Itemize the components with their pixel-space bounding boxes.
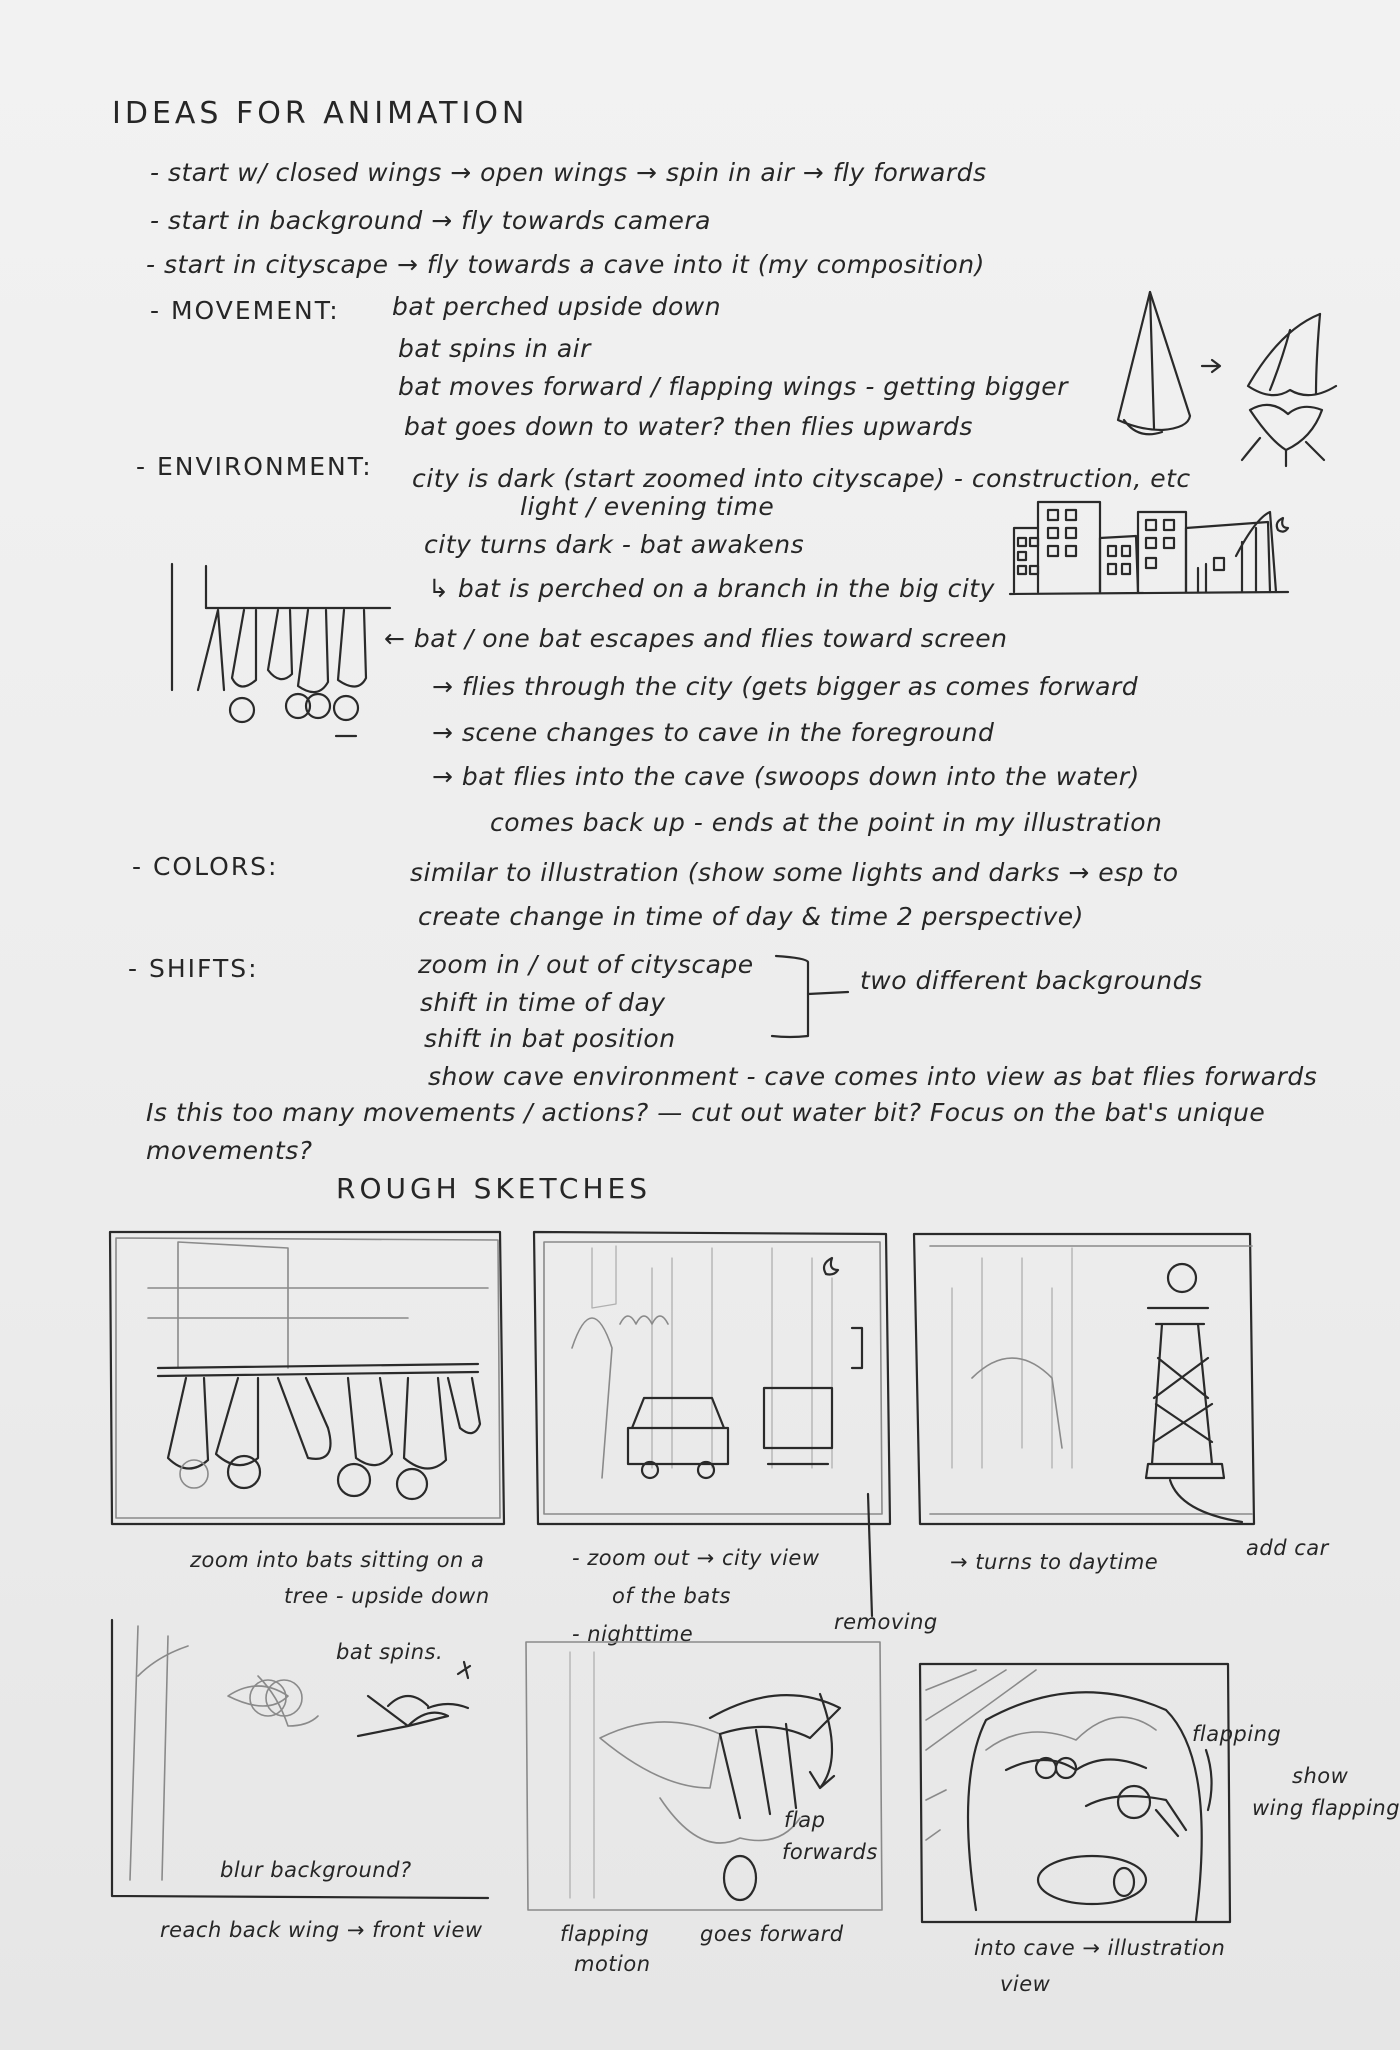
storyboard-panel-1 <box>108 1228 508 1528</box>
panel-2-note-pointer <box>862 1490 882 1620</box>
question-line-2: movements? <box>146 1136 313 1165</box>
panel-5-caption-3: goes forward <box>700 1922 844 1946</box>
environment-line-6: → flies through the city (gets bigger as comes forward <box>432 672 1139 701</box>
page-title: IDEAS FOR ANIMATION <box>112 96 529 131</box>
movement-label: - MOVEMENT: <box>150 296 340 325</box>
colors-label: - COLORS: <box>132 852 279 881</box>
panel-4-inner-note: blur background? <box>220 1858 412 1882</box>
panel-6-inner-note: flapping <box>1192 1722 1282 1746</box>
panel-2-caption-2: of the bats <box>612 1584 731 1608</box>
storyboard-panel-3 <box>912 1228 1262 1528</box>
storyboard-panel-6 <box>916 1660 1236 1930</box>
colors-line-1: similar to illustration (show some lights and darks → esp to <box>410 858 1179 887</box>
idea-line-2: - start in background → fly towards camera <box>150 206 712 235</box>
panel-5-inner-note-2: forwards <box>782 1840 878 1864</box>
shifts-line-4: show cave environment - cave comes into view as bat flies forwards <box>428 1062 1318 1091</box>
panel-6-side-note-1: show <box>1292 1764 1349 1788</box>
panel-5-caption-2: motion <box>574 1952 651 1976</box>
panel-2-side-note: removing <box>834 1610 938 1634</box>
panel-6-caption-2: view <box>1000 1972 1051 1996</box>
city-skyline-sketch <box>1008 498 1298 598</box>
panel-3-caption-1: → turns to daytime <box>950 1550 1159 1574</box>
shifts-line-1: zoom in / out of cityscape <box>418 950 754 979</box>
movement-line-2: bat spins in air <box>398 334 591 363</box>
movement-line-4: bat goes down to water? then flies upwards <box>404 412 973 441</box>
panel-4-top-note: bat spins. <box>336 1640 444 1664</box>
panel-1-caption-2: tree - upside down <box>284 1584 490 1608</box>
environment-line-5: ← bat / one bat escapes and flies toward screen <box>384 624 1008 653</box>
storyboard-panel-2 <box>532 1228 894 1528</box>
shifts-bracket <box>770 952 850 1042</box>
storyboard-panel-5 <box>520 1638 900 1918</box>
rough-sketches-heading: ROUGH SKETCHES <box>336 1172 651 1205</box>
idea-line-1: - start w/ closed wings → open wings → spin in air → fly forwards <box>150 158 987 187</box>
environment-label: - ENVIRONMENT: <box>136 452 373 481</box>
panel-1-caption-1: zoom into bats sitting on a <box>190 1548 485 1572</box>
environment-line-1: city is dark (start zoomed into cityscape) - construction, etc <box>412 464 1191 493</box>
environment-line-4: ↳ bat is perched on a branch in the big city <box>428 574 995 603</box>
environment-line-3: city turns dark - bat awakens <box>424 530 805 559</box>
panel-5-inner-note-1: flap <box>784 1808 826 1832</box>
panel-2-caption-1: - zoom out → city view <box>572 1546 820 1570</box>
shifts-line-3: shift in bat position <box>424 1024 676 1053</box>
panel-6-caption-1: into cave → illustration <box>974 1936 1226 1960</box>
environment-line-9: comes back up - ends at the point in my illustration <box>490 808 1163 837</box>
panel-3-side-note: add car <box>1246 1536 1329 1560</box>
panel-6-side-note-2: wing flapping <box>1252 1796 1400 1820</box>
shifts-line-2: shift in time of day <box>420 988 666 1017</box>
shifts-label: - SHIFTS: <box>128 954 259 983</box>
bat-closed-wings-sketch <box>1110 290 1350 470</box>
movement-line-3: bat moves forward / flapping wings - getting bigger <box>398 372 1068 401</box>
shifts-bracket-note: two different backgrounds <box>860 966 1203 995</box>
environment-line-7: → scene changes to cave in the foreground <box>432 718 995 747</box>
question-line-1: Is this too many movements / actions? — cut out water bit? Focus on the bat's unique <box>146 1098 1266 1127</box>
panel-5-caption-1: flapping <box>560 1922 650 1946</box>
environment-line-8: → bat flies into the cave (swoops down into the water) <box>432 762 1140 791</box>
panel-2-caption-3: - nighttime <box>572 1622 694 1646</box>
idea-line-3: - start in cityscape → fly towards a cave into it (my composition) <box>146 250 985 279</box>
hanging-bats-sketch <box>158 560 408 750</box>
movement-line-1: bat perched upside down <box>392 292 722 321</box>
environment-line-2: light / evening time <box>520 492 775 521</box>
panel-4-caption-1: reach back wing → front view <box>160 1918 483 1942</box>
colors-line-2: create change in time of day & time 2 perspective) <box>418 902 1084 931</box>
